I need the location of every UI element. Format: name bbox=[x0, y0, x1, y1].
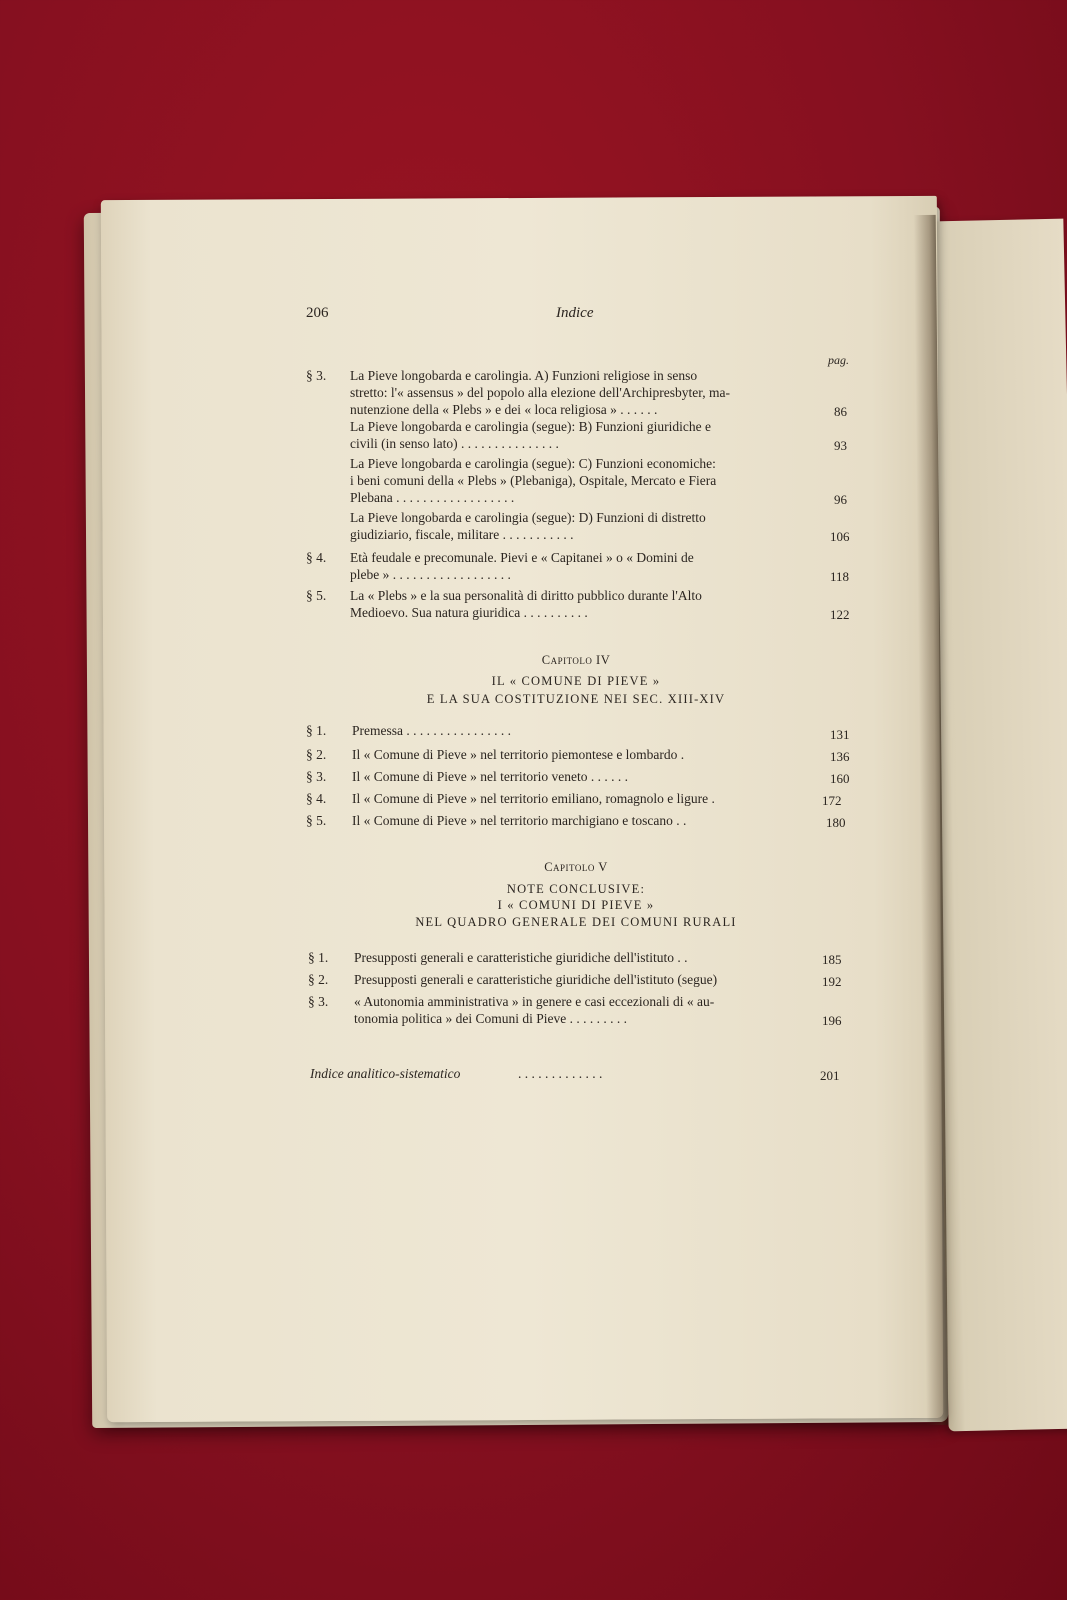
entry-line: La Pieve longobarda e carolingia (segue): C) Funzioni economiche: bbox=[350, 456, 716, 471]
section-marker: § 1. bbox=[308, 950, 329, 965]
entry-line: giudiziario, fiscale, militare . . . . . . . . . . . bbox=[350, 527, 574, 542]
entry-line: Presupposti generali e caratteristiche giuridiche dell'istituto . . bbox=[354, 950, 688, 965]
page-ref: 93 bbox=[834, 438, 847, 453]
section-marker: § 5. bbox=[306, 813, 327, 828]
entry-line: Età feudale e precomunale. Pievi e « Capitanei » o « Domini de bbox=[350, 550, 694, 565]
page-ref: 136 bbox=[830, 749, 850, 764]
page-ref: 160 bbox=[830, 771, 850, 786]
page-ref: 201 bbox=[820, 1068, 840, 1083]
section-marker: § 1. bbox=[306, 723, 327, 738]
section-marker: § 5. bbox=[306, 588, 327, 603]
entry-line: La Pieve longobarda e carolingia (segue): D) Funzioni di distretto bbox=[350, 510, 706, 525]
entry-line: nutenzione della « Plebs » e dei « loca religiosa » . . . . . . bbox=[350, 402, 658, 417]
page-ref: 106 bbox=[830, 529, 850, 544]
entry-line: Medioevo. Sua natura giuridica . . . . . . . . . . bbox=[350, 605, 588, 620]
page-ref: 185 bbox=[822, 952, 842, 967]
section-marker: § 2. bbox=[308, 972, 329, 987]
page-number: 206 bbox=[306, 305, 329, 321]
chapter-title: E LA SUA COSTITUZIONE NEI SEC. XIII-XIV bbox=[426, 692, 726, 706]
section-marker: § 4. bbox=[306, 550, 327, 565]
page-ref: 192 bbox=[822, 974, 842, 989]
chapter-title: NEL QUADRO GENERALE DEI COMUNI RURALI bbox=[415, 915, 737, 929]
entry-line: Plebana . . . . . . . . . . . . . . . . . . bbox=[350, 490, 515, 505]
entry-line: Il « Comune di Pieve » nel territorio emiliano, romagnolo e ligure . bbox=[352, 791, 715, 806]
chapter-title: IL « COMUNE DI PIEVE » bbox=[491, 674, 661, 688]
page-ref: 96 bbox=[834, 492, 847, 507]
entry-line: Premessa . . . . . . . . . . . . . . . . bbox=[352, 723, 511, 738]
page-ref: 172 bbox=[822, 793, 842, 808]
index-dots: . . . . . . . . . . . . . bbox=[518, 1066, 603, 1081]
page-ref: 196 bbox=[822, 1013, 842, 1028]
page-ref: 118 bbox=[830, 569, 850, 584]
running-title: Indice bbox=[556, 305, 594, 321]
entry-line: Il « Comune di Pieve » nel territorio veneto . . . . . . bbox=[352, 769, 628, 784]
entry-line: Presupposti generali e caratteristiche giuridiche dell'istituto (segue) bbox=[354, 972, 718, 987]
entry-line: civili (in senso lato) . . . . . . . . . . . . . . . bbox=[350, 436, 559, 451]
index-entry: Indice analitico-sistematico bbox=[310, 1066, 461, 1081]
page-ref: 131 bbox=[830, 727, 850, 742]
section-marker: § 3. bbox=[308, 994, 329, 1009]
entry-line: plebe » . . . . . . . . . . . . . . . . . . bbox=[350, 567, 511, 582]
entry-line: Il « Comune di Pieve » nel territorio piemontese e lombardo . bbox=[352, 747, 685, 762]
section-marker: § 3. bbox=[306, 368, 327, 383]
section-marker: § 3. bbox=[306, 769, 327, 784]
chapter-label: Capitolo IV bbox=[541, 653, 611, 667]
pag-label: pag. bbox=[828, 353, 849, 367]
chapter-label: Capitolo V bbox=[544, 860, 608, 874]
entry-line: stretto: l'« assensus » del popolo alla elezione dell'Archipresbyter, ma- bbox=[350, 385, 730, 400]
chapter-title: NOTE CONCLUSIVE: bbox=[506, 882, 646, 896]
page-ref: 122 bbox=[830, 607, 850, 622]
chapter-title: I « COMUNI DI PIEVE » bbox=[497, 898, 655, 912]
entry-line: « Autonomia amministrativa » in genere e casi eccezionali di « au- bbox=[354, 994, 715, 1009]
entry-line: La « Plebs » e la sua personalità di diritto pubblico durante l'Alto bbox=[350, 588, 702, 603]
entry-line: tonomia politica » dei Comuni di Pieve . . . . . . . . . bbox=[354, 1011, 627, 1026]
page-ref: 180 bbox=[826, 815, 846, 830]
section-marker: § 2. bbox=[306, 747, 327, 762]
entry-line: La Pieve longobarda e carolingia. A) Funzioni religiose in senso bbox=[350, 368, 698, 383]
page-ref: 86 bbox=[834, 404, 847, 419]
entry-line: La Pieve longobarda e carolingia (segue): B) Funzioni giuridiche e bbox=[350, 419, 712, 434]
section-marker: § 4. bbox=[306, 791, 327, 806]
entry-line: Il « Comune di Pieve » nel territorio marchigiano e toscano . . bbox=[352, 813, 687, 828]
entry-line: i beni comuni della « Plebs » (Plebaniga), Ospitale, Mercato e Fiera bbox=[350, 473, 717, 488]
